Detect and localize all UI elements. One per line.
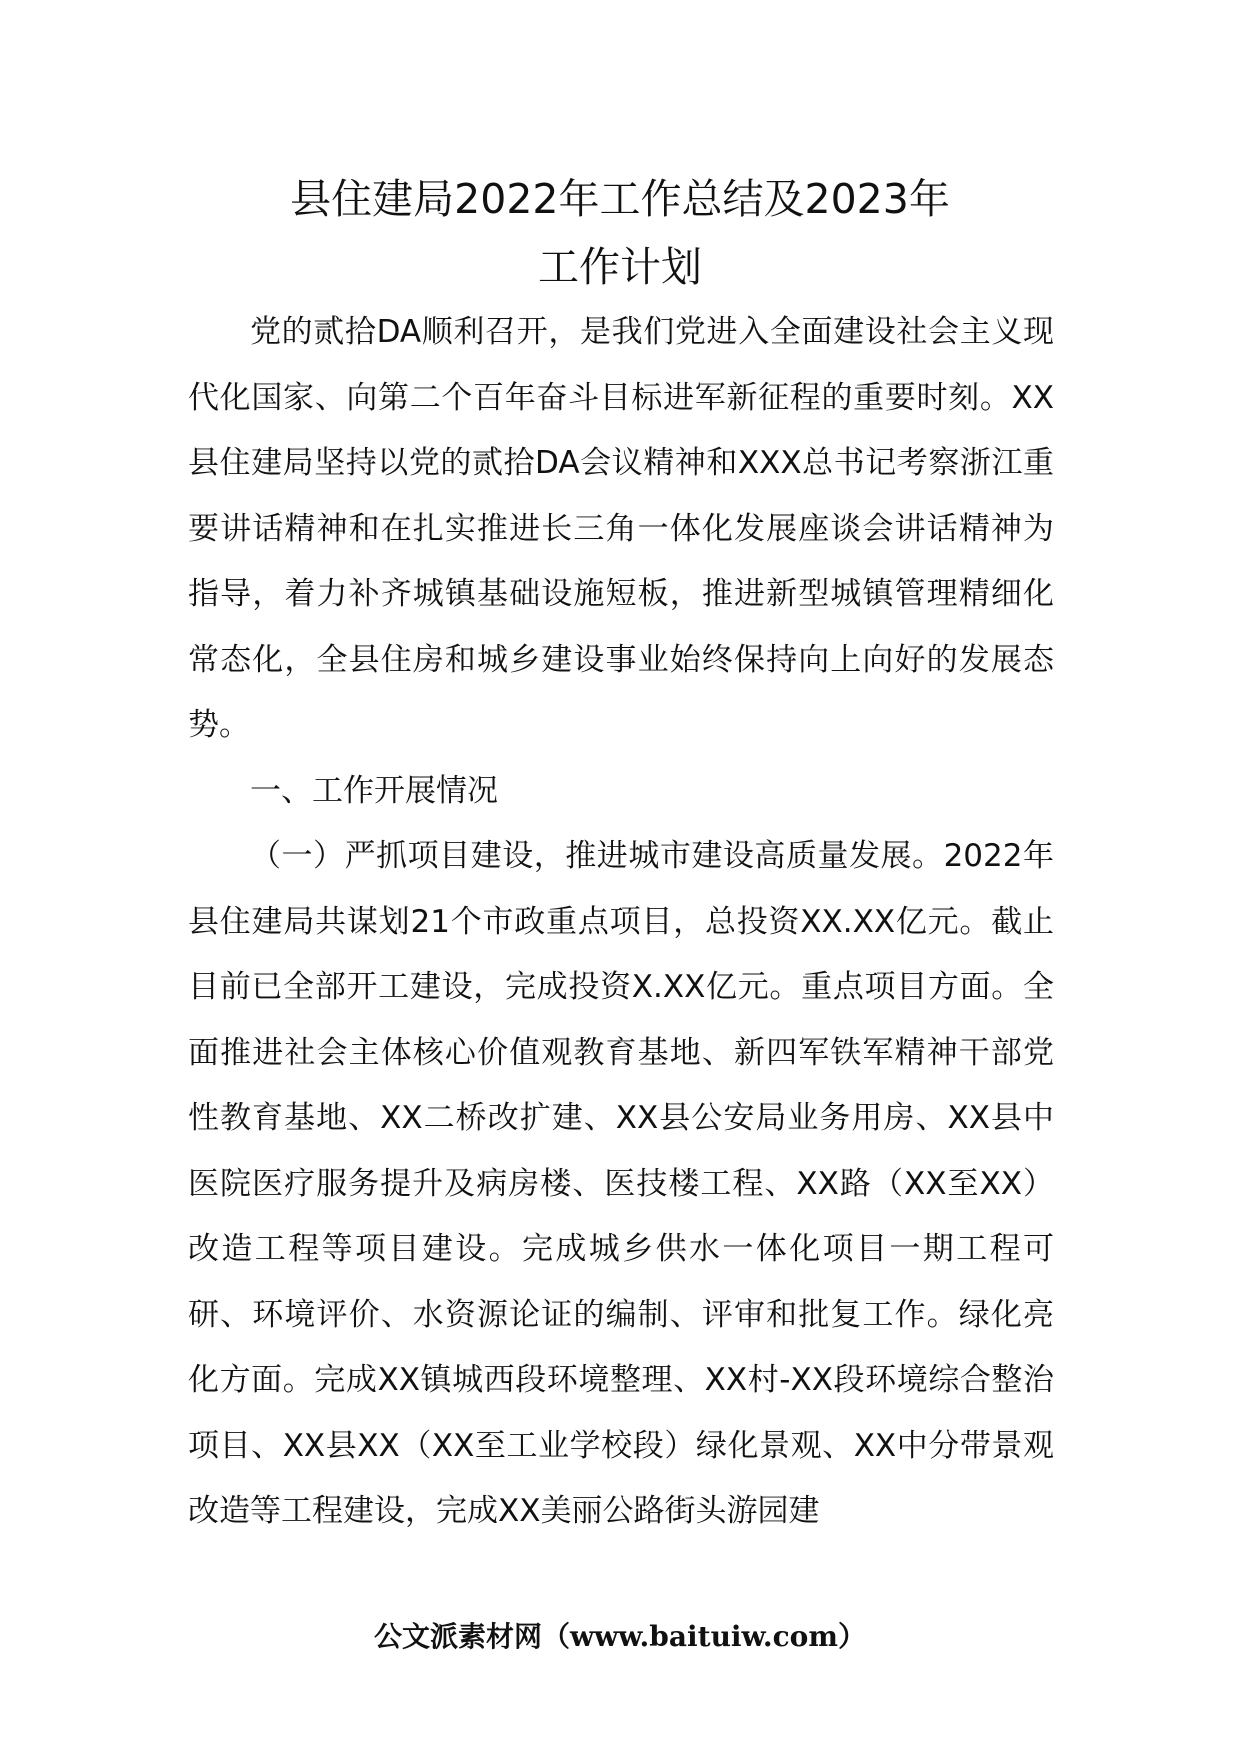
section-paragraph: （一）严抓项目建设，推进城市建设高质量发展。2022年县住建局共谋划21个市政重点项目，总投资XX.XX亿元。截止目前已全部开工建设，完成投资X.XX亿元。重点项目方面。全面推进社会主体核心价值观教育基地、新四军铁军精神干部党性教育基地、XX二桥改扩建、XX县公安局业务用房、XX县中医院医疗服务提升及病房楼、医技楼工程、XX路（XX至XX）改造工程等项目建设。完成城乡供水一体化项目一期工程可研、环境评价、水资源论证的编制、评审和批复工作。绿化亮化方面。完成XX镇城西段环境整理、XX村-XX段环境综合整治项目、XX县XX（XX至工业学校段）绿化景观、XX中分带景观改造等工程建设，完成XX美丽公路街头游园建: [188, 838, 1054, 1529]
intro-paragraph: 党的贰拾DA顺利召开，是我们党进入全面建设社会主义现代化国家、向第二个百年奋斗目标进军新征程的重要时刻。XX县住建局坚持以党的贰拾DA会议精神和XXX总书记考察浙江重要讲话精神和在扎实推进长三角一体化发展座谈会讲话精神为指导，着力补齐城镇基础设施短板，推进新型城镇管理精细化常态化，全县住房和城乡建设事业始终保持向上向好的发展态势。: [188, 314, 1054, 743]
document-title-line-1: 县住建局2022年工作总结及2023年: [290, 175, 950, 223]
document-body: [188, 300, 1054, 1545]
footer-watermark: 公文派素材网（www.baituiw.com）: [374, 1620, 866, 1653]
section-heading: 一、工作开展情况: [250, 772, 498, 809]
document-title-line-2: 工作计划: [538, 243, 702, 291]
